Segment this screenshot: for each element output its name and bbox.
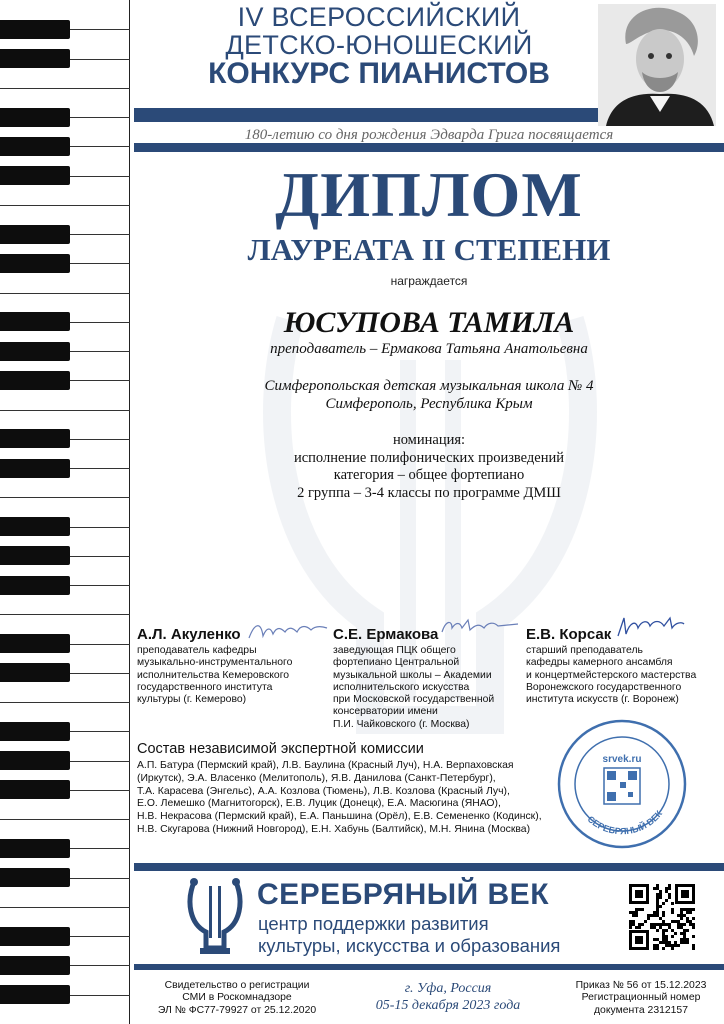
qr-module — [674, 941, 677, 944]
stamp-site: srvek.ru — [602, 754, 642, 765]
qr-module — [683, 908, 686, 911]
school-city: Симферополь, Республика Крым — [325, 396, 533, 412]
black-key — [0, 49, 70, 68]
qr-module — [668, 941, 671, 944]
piano-keys-decoration — [0, 0, 130, 1024]
contest-title-line1: IV ВСЕРОССИЙСКИЙ — [237, 2, 521, 32]
qr-module — [662, 902, 665, 905]
dedication-subtitle: 180-летию со дня рождения Эдварда Грига посвящается — [244, 127, 614, 143]
qr-module — [671, 929, 674, 932]
qr-module — [656, 947, 659, 950]
qr-module — [656, 914, 659, 917]
qr-module — [686, 941, 689, 944]
qr-module — [689, 911, 692, 914]
qr-module — [692, 926, 695, 929]
qr-module — [671, 920, 674, 923]
qr-module — [677, 923, 680, 926]
qr-module — [656, 893, 659, 896]
qr-module — [692, 944, 695, 947]
qr-module — [674, 920, 677, 923]
qr-module — [653, 926, 656, 929]
qr-module — [668, 887, 671, 890]
qr-module — [665, 887, 668, 890]
qr-module — [680, 908, 683, 911]
signatory-line: музыкально-инструментального — [137, 657, 293, 669]
qr-module — [653, 944, 656, 947]
event-place: г. Уфа, Россия — [404, 981, 492, 996]
qr-module — [674, 932, 677, 935]
commission-line: (Иркутск), Э.А. Власенко (Мелитополь), Я.В. Данилова (Санкт-Петербург), — [137, 772, 496, 784]
black-key — [0, 137, 70, 156]
white-key-divider — [0, 614, 130, 615]
qr-module — [689, 923, 692, 926]
white-key-divider — [0, 702, 130, 703]
qr-module — [668, 926, 671, 929]
stamp-qr-icon — [604, 768, 640, 804]
qr-module — [680, 923, 683, 926]
black-key — [0, 459, 70, 478]
qr-module — [653, 914, 656, 917]
qr-module — [665, 938, 668, 941]
official-stamp — [556, 718, 688, 850]
black-key — [0, 576, 70, 595]
qr-module — [662, 920, 665, 923]
signatory-line: исполнительства Кемеровского — [137, 669, 290, 681]
qr-module — [659, 917, 662, 920]
qr-module — [653, 938, 656, 941]
black-key — [0, 20, 70, 39]
white-key-divider — [0, 205, 130, 206]
signatory-line: старший преподаватель — [526, 645, 643, 656]
qr-module — [659, 890, 662, 893]
contest-title-line3: КОНКУРС ПИАНИСТОВ — [208, 57, 550, 91]
contest-title — [160, 4, 598, 90]
registration-line: ЭЛ № ФС77-79927 от 25.12.2020 — [157, 1004, 317, 1016]
signatory-line: государственного института — [137, 681, 273, 693]
black-key — [0, 429, 70, 448]
white-key-divider — [0, 497, 130, 498]
qr-module — [671, 947, 674, 950]
qr-module — [656, 896, 659, 899]
qr-module — [683, 941, 686, 944]
qr-module — [680, 926, 683, 929]
footer-band-bottom — [134, 964, 724, 970]
brand-subtitle-line2: культуры, искусства и образования — [258, 935, 561, 956]
qr-module — [659, 923, 662, 926]
qr-module — [632, 914, 635, 917]
teacher-line: преподаватель – Ермакова Татьяна Анатольевна — [270, 341, 588, 357]
black-key — [0, 108, 70, 127]
qr-module — [692, 947, 695, 950]
qr-module — [656, 887, 659, 890]
black-key — [0, 751, 70, 770]
qr-module — [632, 920, 635, 923]
qr-module — [635, 908, 638, 911]
brand-name: СЕРЕБРЯНЫЙ ВЕК — [257, 878, 549, 911]
school-name: Симферопольская детская музыкальная школа № 4 — [264, 378, 594, 394]
commission-line: Е.О. Лемешко (Магнитогорск), Е.В. Луцик (Донецк), Е.А. Масюгина (ЯНАО), — [137, 798, 501, 810]
qr-module — [683, 923, 686, 926]
qr-module — [665, 923, 668, 926]
qr-module — [662, 935, 665, 938]
qr-module — [659, 905, 662, 908]
qr-module — [638, 923, 641, 926]
qr-module — [662, 923, 665, 926]
signatory-line: института искусств (г. Воронеж) — [526, 694, 679, 706]
black-key — [0, 634, 70, 653]
awarded-label: награждается — [390, 274, 468, 288]
white-key-divider — [0, 907, 130, 908]
black-key — [0, 868, 70, 887]
registration-line: Свидетельство о регистрации — [164, 980, 310, 991]
qr-module — [641, 908, 644, 911]
qr-module — [677, 944, 680, 947]
qr-module — [662, 914, 665, 917]
qr-module — [656, 902, 659, 905]
nomination-block — [134, 432, 724, 502]
brand-subtitle — [258, 913, 560, 957]
qr-module — [677, 914, 680, 917]
qr-module — [662, 941, 665, 944]
registration-line: СМИ в Роскомнадзоре — [182, 992, 292, 1004]
brand-subtitle-line1: центр поддержки развития — [258, 913, 489, 934]
order-info — [560, 980, 722, 1017]
black-key — [0, 225, 70, 244]
signatory-line: культуры (г. Кемерово) — [137, 694, 247, 706]
qr-module — [644, 920, 647, 923]
qr-module — [662, 911, 665, 914]
qr-module — [680, 917, 683, 920]
svg-text:СЕРЕБРЯНЫЙ ВЕК — [586, 808, 665, 836]
qr-module — [629, 926, 632, 929]
qr-module — [677, 920, 680, 923]
header-band-top — [134, 108, 598, 122]
qr-module — [677, 926, 680, 929]
qr-module — [668, 893, 671, 896]
handwritten-signature-2 — [438, 614, 520, 640]
qr-module — [650, 923, 653, 926]
qr-module — [635, 926, 638, 929]
black-key — [0, 956, 70, 975]
laureate-degree: ЛАУРЕАТА II СТЕПЕНИ — [247, 232, 611, 267]
qr-module — [686, 917, 689, 920]
qr-module — [683, 938, 686, 941]
signatory-line: кафедры камерного ансамбля — [526, 657, 673, 669]
qr-module — [665, 941, 668, 944]
qr-module — [635, 914, 638, 917]
qr-module — [665, 899, 668, 902]
qr-module — [656, 944, 659, 947]
handwritten-signature-3 — [614, 614, 686, 640]
qr-module — [650, 914, 653, 917]
qr-module — [647, 914, 650, 917]
qr-module — [662, 938, 665, 941]
qr-module — [689, 920, 692, 923]
signatory-name: А.Л. Акуленко — [137, 626, 241, 643]
qr-module — [632, 923, 635, 926]
qr-module — [665, 935, 668, 938]
qr-module — [680, 911, 683, 914]
qr-module — [662, 947, 665, 950]
grieg-portrait — [598, 4, 716, 126]
handwritten-signature-1 — [245, 618, 330, 644]
stamp-bottom-text: СЕРЕБРЯНЫЙ ВЕК — [585, 808, 665, 837]
black-key — [0, 166, 70, 185]
registration-info — [142, 980, 332, 1017]
qr-module — [668, 923, 671, 926]
qr-module — [674, 944, 677, 947]
qr-module — [641, 923, 644, 926]
qr-module — [689, 908, 692, 911]
qr-module — [671, 911, 674, 914]
black-key — [0, 546, 70, 565]
order-line: Приказ № 56 от 15.12.2023 — [575, 980, 707, 991]
qr-module — [680, 941, 683, 944]
black-key — [0, 927, 70, 946]
qr-module — [692, 917, 695, 920]
signatory-name: С.Е. Ермакова — [333, 626, 439, 643]
qr-module — [635, 911, 638, 914]
qr-module — [683, 929, 686, 932]
commission-line: А.П. Батура (Пермский край), Л.В. Баулина (Красный Луч), Н.А. Верпаховская — [137, 760, 514, 771]
signatory-line: фортепиано Центральной — [333, 657, 460, 669]
qr-module — [653, 923, 656, 926]
qr-module — [656, 908, 659, 911]
qr-module — [692, 908, 695, 911]
qr-module — [659, 896, 662, 899]
qr-module — [665, 944, 668, 947]
signatory-line: исполнительского искусства — [333, 681, 470, 693]
qr-module — [638, 926, 641, 929]
lyre-logo-icon — [186, 876, 244, 956]
signatory-line: консерватории имени — [333, 706, 438, 718]
signatory-line: и концертмейстерского мастерства — [526, 669, 697, 681]
qr-module — [686, 908, 689, 911]
event-place-date — [338, 980, 558, 1014]
qr-module — [650, 926, 653, 929]
signatory-line: преподаватель кафедры — [137, 645, 257, 656]
black-key — [0, 254, 70, 273]
qr-module — [686, 920, 689, 923]
qr-module — [683, 932, 686, 935]
contest-title-line2: ДЕТСКО-ЮНОШЕСКИЙ — [225, 29, 533, 60]
qr-module — [656, 905, 659, 908]
qr-module — [668, 884, 671, 887]
qr-module — [671, 944, 674, 947]
qr-module — [692, 935, 695, 938]
qr-module — [671, 908, 674, 911]
qr-module — [662, 932, 665, 935]
qr-module — [671, 902, 674, 905]
qr-module — [656, 923, 659, 926]
qr-module — [629, 911, 632, 914]
commission-line: Н.В. Некрасова (Пермский край), Е.А. Паньшина (Орёл), Е.В. Семененко (Кодинск), — [137, 811, 542, 823]
white-key-divider — [0, 88, 130, 89]
black-key — [0, 371, 70, 390]
qr-module — [647, 917, 650, 920]
qr-module — [692, 923, 695, 926]
nomination-text: исполнение полифонических произведений — [293, 449, 565, 466]
black-key — [0, 839, 70, 858]
black-key — [0, 517, 70, 536]
signatory-line: Воронежского государственного — [526, 681, 682, 693]
black-key — [0, 342, 70, 361]
qr-module — [656, 884, 659, 887]
qr-module — [653, 887, 656, 890]
qr-module — [653, 911, 656, 914]
qr-module — [656, 911, 659, 914]
black-key — [0, 722, 70, 741]
group-text: 2 группа – 3-4 классы по программе ДМШ — [297, 484, 561, 501]
qr-module — [680, 932, 683, 935]
qr-module — [686, 929, 689, 932]
qr-module — [629, 923, 632, 926]
qr-module — [656, 899, 659, 902]
qr-module — [656, 929, 659, 932]
qr-module — [680, 914, 683, 917]
qr-module — [659, 941, 662, 944]
qr-module — [668, 944, 671, 947]
black-key — [0, 312, 70, 331]
signatory-line: заведующая ПЦК общего — [333, 645, 456, 656]
school-info — [134, 377, 724, 413]
commission-title: Состав независимой экспертной комиссии — [137, 741, 424, 757]
qr-module — [656, 938, 659, 941]
white-key-divider — [0, 819, 130, 820]
qr-module — [680, 938, 683, 941]
qr-module — [629, 920, 632, 923]
recipient-name: ЮСУПОВА ТАМИЛА — [283, 306, 575, 339]
signature-block-2 — [333, 626, 523, 731]
commission-line: Т.А. Карасева (Энгельс), А.А. Козлова (Тюмень), Л.В. Козлова (Красный Луч), — [137, 785, 510, 797]
qr-module — [662, 929, 665, 932]
signatory-name: Е.В. Корсак — [526, 626, 612, 643]
black-key — [0, 663, 70, 682]
white-key-divider — [0, 293, 130, 294]
qr-module — [665, 929, 668, 932]
signatory-line: музыкальной школы – Академии — [333, 669, 492, 681]
qr-code — [627, 882, 697, 952]
qr-module — [683, 935, 686, 938]
qr-module — [632, 911, 635, 914]
signatory-line: П.И. Чайковского (г. Москва) — [333, 718, 470, 730]
expert-commission — [137, 741, 577, 837]
commission-line: Н.В. Скугарова (Нижний Новгород), Е.Н. Хабунь (Балтийск), М.Н. Янина (Москва) — [137, 823, 531, 835]
qr-module — [653, 947, 656, 950]
order-line: Регистрационный номер — [581, 992, 701, 1004]
event-dates: 05-15 декабря 2023 года — [375, 998, 521, 1013]
footer-band-top — [134, 863, 724, 871]
qr-module — [668, 896, 671, 899]
qr-module — [683, 914, 686, 917]
signatory-line: при Московской государственной — [333, 694, 495, 706]
order-line: документа 2312157 — [593, 1004, 688, 1016]
qr-module — [659, 926, 662, 929]
qr-module — [659, 893, 662, 896]
qr-module — [686, 938, 689, 941]
nomination-label: номинация: — [392, 432, 466, 448]
qr-module — [671, 935, 674, 938]
black-key — [0, 780, 70, 799]
qr-module — [686, 911, 689, 914]
black-key — [0, 985, 70, 1004]
diploma-title: ДИПЛОМ — [275, 159, 583, 230]
white-key-divider — [0, 410, 130, 411]
category-text: категория – общее фортепиано — [333, 467, 525, 483]
qr-module — [665, 890, 668, 893]
qr-module — [638, 908, 641, 911]
